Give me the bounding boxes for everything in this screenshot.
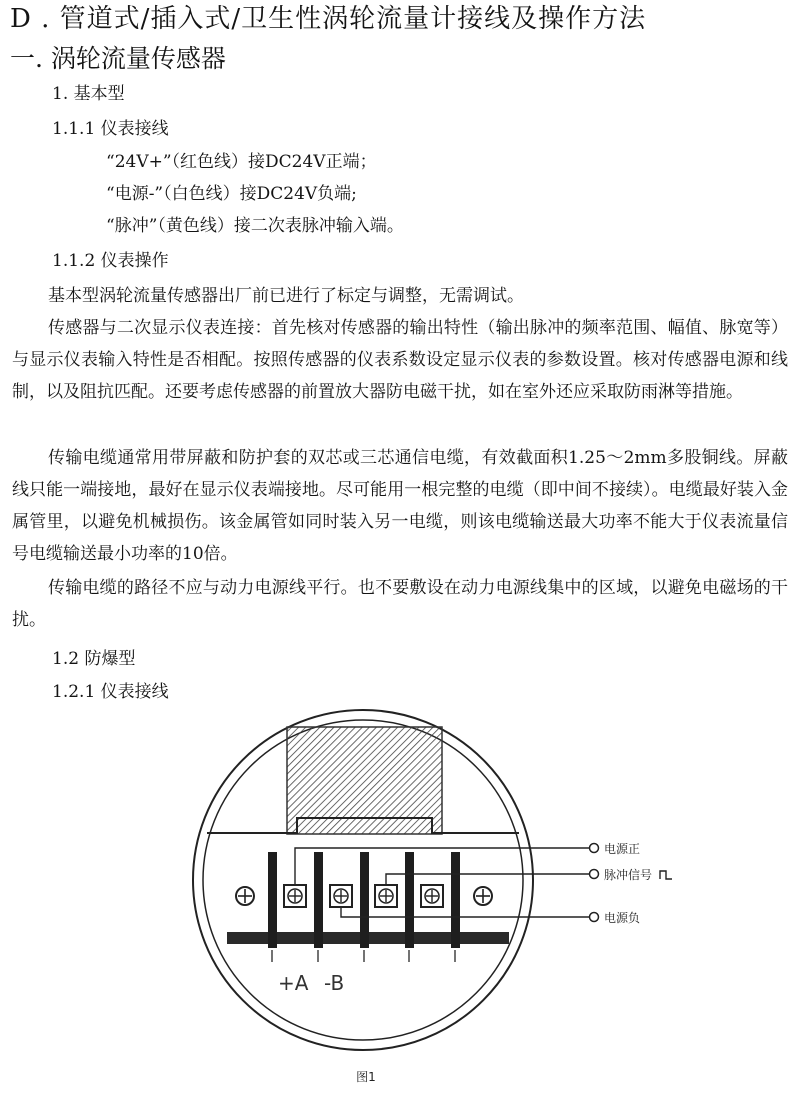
wire-power-positive xyxy=(295,848,590,885)
heading-explosion-proof-wiring: 1.2.1 仪表接线 xyxy=(52,682,169,702)
connector-power-negative xyxy=(590,913,599,922)
wiring-line-power-negative: “电源-”（白色线）接DC24V负端; xyxy=(106,184,357,204)
wiring-line-24v: “24V+”（红色线）接DC24V正端； xyxy=(106,152,377,172)
document-title: D . 管道式/插入式/卫生性涡轮流量计接线及操作方法 xyxy=(10,4,647,34)
screw-terminal-3 xyxy=(375,885,397,907)
terminal-post xyxy=(360,852,369,948)
terminal-post xyxy=(268,852,277,948)
label-plus-a: +A xyxy=(278,971,309,995)
label-power-positive: 电源正 xyxy=(604,842,641,856)
figure-caption: 图1 xyxy=(356,1070,376,1084)
terminal-post xyxy=(314,852,323,948)
paragraph-calibration: 基本型涡轮流量传感器出厂前已进行了标定与调整，无需调试。 xyxy=(48,286,524,306)
terminal-post xyxy=(405,852,414,948)
terminal-post xyxy=(451,852,460,948)
section-heading-turbine-sensor: 一. 涡轮流量传感器 xyxy=(10,44,226,73)
mounting-screw-left xyxy=(236,887,254,905)
bottom-tick-marks xyxy=(272,950,455,962)
wire-pulse-signal xyxy=(386,874,590,885)
pulse-waveform-icon xyxy=(660,871,672,879)
paragraph-cable: 传输电缆通常用带屏蔽和防护套的双芯或三芯通信电缆，有效截面积1.25～2mm多股铜线。屏蔽线只能一端接地，最好在显示仪表端接地。尽可能用一根完整的电缆（即中间不接续）。电缆最好装入金属管里，以避免机械损伤。该金属管如同时装入另一电缆，则该电缆输送最大功率不能大于仪表流量信号电缆输送最小功率的10倍。 xyxy=(12,448,788,564)
wire-power-negative xyxy=(341,907,590,917)
connector-pulse-signal xyxy=(590,870,599,879)
heading-explosion-proof: 1.2 防爆型 xyxy=(52,649,136,669)
wiring-line-pulse: “脉冲”（黄色线）接二次表脉冲输入端。 xyxy=(106,216,404,236)
screw-terminal-2 xyxy=(330,885,352,907)
heading-basic-operation: 1.1.2 仪表操作 xyxy=(52,251,169,271)
paragraph-display-connection: 传感器与二次显示仪表连接：首先核对传感器的输出特性（输出脉冲的频率范围、幅值、脉宽等）与显示仪表输入特性是否相配。按照传感器的仪表系数设定显示仪表的参数设置。核对传感器电源和线制，以及阻抗匹配。还要考虑传感器的前置放大器防电磁干扰，如在室外还应采取防雨淋等措施。 xyxy=(12,318,788,402)
screw-terminal-1 xyxy=(284,885,306,907)
wiring-diagram xyxy=(0,700,800,1100)
label-power-negative: 电源负 xyxy=(604,911,641,925)
screw-terminal-4 xyxy=(421,885,443,907)
heading-basic-type: 1. 基本型 xyxy=(52,84,125,104)
heading-basic-wiring: 1.1.1 仪表接线 xyxy=(52,119,169,139)
label-pulse-signal: 脉冲信号 xyxy=(604,868,653,882)
mounting-screw-right xyxy=(474,887,492,905)
connector-power-positive xyxy=(590,844,599,853)
label-minus-b: -B xyxy=(324,971,345,995)
paragraph-cable-route: 传输电缆的路径不应与动力电源线平行。也不要敷设在动力电源线集中的区域，以避免电磁场的干扰。 xyxy=(12,578,788,630)
wiring-diagram-svg xyxy=(0,700,800,1100)
